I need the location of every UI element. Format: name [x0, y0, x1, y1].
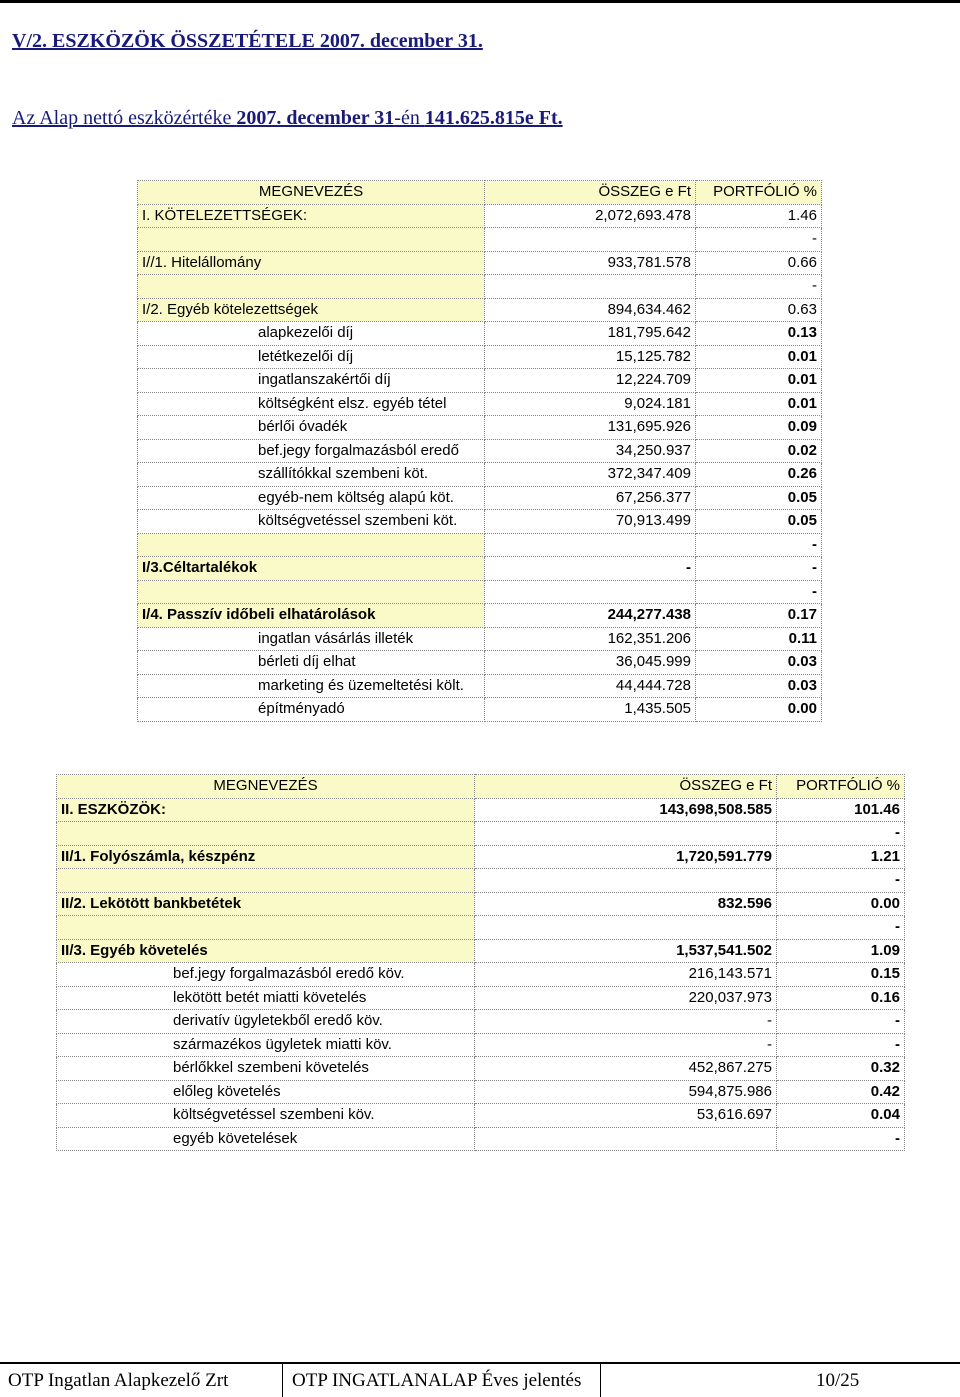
top-rule [0, 0, 960, 3]
table-row: lekötött betét miatti követelés 220,037.973 0.16 [57, 986, 905, 1010]
table-row: II. ESZKÖZÖK: 143,698,508.585 101.46 [57, 798, 905, 822]
table-row: bérlői óvadék 131,695.926 0.09 [138, 416, 822, 440]
table-row: költségvetéssel szembeni köt. 70,913.499 0.05 [138, 510, 822, 534]
page-footer [0, 1362, 960, 1397]
table-row: II/3. Egyéb követelés 1,537,541.502 1.09 [57, 939, 905, 963]
table-row: - [138, 275, 822, 299]
table-row: bérlőkkel szembeni követelés 452,867.275 0.32 [57, 1057, 905, 1081]
table-row: I/3.Céltartalékok - - [138, 557, 822, 581]
header-amount: ÖSSZEG e Ft [485, 181, 696, 205]
table-row: I/2. Egyéb kötelezettségek 894,634.462 0.63 [138, 298, 822, 322]
table-row: - [57, 869, 905, 893]
nav-date: 2007. december 31 [236, 107, 395, 129]
table-row: bef.jegy forgalmazásból eredő köv. 216,143.571 0.15 [57, 963, 905, 987]
header-portfolio: PORTFÓLIÓ % [696, 181, 822, 205]
table-row: - [138, 228, 822, 252]
nav-amount: 141.625.815e Ft. [424, 107, 563, 129]
table-row: II/2. Lekötött bankbetétek 832.596 0.00 [57, 892, 905, 916]
footer-company: OTP Ingatlan Alapkezelő Zrt [8, 1370, 229, 1391]
table-row: ingatlan vásárlás illeték 162,351.206 0.11 [138, 627, 822, 651]
liabilities-table [137, 180, 822, 722]
footer-divider [282, 1364, 283, 1397]
table-row: költségvetéssel szembeni köv. 53,616.697 0.04 [57, 1104, 905, 1128]
header-name: MEGNEVEZÉS [138, 181, 485, 205]
table-row: egyéb-nem költség alapú köt. 67,256.377 0.05 [138, 486, 822, 510]
table-row: - [138, 533, 822, 557]
table-row: I. KÖTELEZETTSÉGEK: 2,072,693.478 1.46 [138, 204, 822, 228]
header-amount: ÖSSZEG e Ft [475, 775, 777, 799]
table-row: letétkezelői díj 15,125.782 0.01 [138, 345, 822, 369]
header-name: MEGNEVEZÉS [57, 775, 475, 799]
table-row: előleg követelés 594,875.986 0.42 [57, 1080, 905, 1104]
assets-table [56, 774, 905, 1151]
table-row: bef.jegy forgalmazásból eredő 34,250.937 0.02 [138, 439, 822, 463]
table-row: derivatív ügyletekből eredő köv. - - [57, 1010, 905, 1034]
table-row: marketing és üzemeltetési költ. 44,444.728 0.03 [138, 674, 822, 698]
table-row: költségként elsz. egyéb tétel 9,024.181 0.01 [138, 392, 822, 416]
nav-prefix: Az Alap nettó eszközértéke [12, 107, 237, 129]
table-row: - [138, 580, 822, 604]
net-asset-value-line [12, 107, 563, 130]
section-title: V/2. ESZKÖZÖK ÖSSZETÉTELE 2007. december 31. [12, 30, 483, 52]
table-row: I//1. Hitelállomány 933,781.578 0.66 [138, 251, 822, 275]
table-row: bérleti díj elhat 36,045.999 0.03 [138, 651, 822, 675]
header-portfolio: PORTFÓLIÓ % [777, 775, 905, 799]
table-row: alapkezelői díj 181,795.642 0.13 [138, 322, 822, 346]
table-row: egyéb követelések - [57, 1127, 905, 1151]
table-header-row [138, 181, 822, 205]
table-row: - [57, 916, 905, 940]
table-row: I/4. Passzív időbeli elhatárolások 244,277.438 0.17 [138, 604, 822, 628]
table-row: II/1. Folyószámla, készpénz 1,720,591.779 1.21 [57, 845, 905, 869]
table-row: szállítókkal szembeni köt. 372,347.409 0.26 [138, 463, 822, 487]
table-row: származékos ügyletek miatti köv. - - [57, 1033, 905, 1057]
table-row: - [57, 822, 905, 846]
footer-page-number: 10/25 [816, 1370, 860, 1391]
nav-mid: -én [394, 107, 425, 129]
table-header-row [57, 775, 905, 799]
table-row: ingatlanszakértői díj 12,224.709 0.01 [138, 369, 822, 393]
table-row: építményadó 1,435.505 0.00 [138, 698, 822, 722]
footer-divider [600, 1364, 601, 1397]
footer-report-title: OTP INGATLANALAP Éves jelentés [292, 1370, 582, 1391]
